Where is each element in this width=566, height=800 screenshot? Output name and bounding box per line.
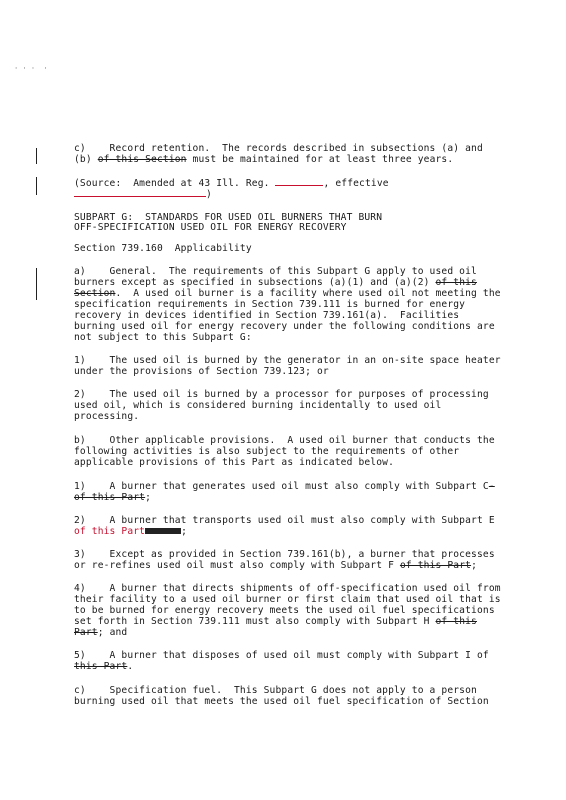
struck-text: of this Section: [97, 154, 187, 165]
section-heading: Section 739.160 Applicability: [74, 243, 252, 254]
blank-field: [74, 188, 206, 197]
revision-bar: [36, 268, 37, 300]
blank-field: [275, 177, 323, 186]
struck-text: this Part: [74, 661, 128, 672]
text-span: ;: [471, 560, 477, 571]
text-span: .: [127, 661, 134, 672]
redaction-blot: [145, 528, 181, 534]
text-span: ): [206, 189, 212, 200]
struck-text: of this Part: [399, 560, 472, 571]
text-line: [74, 616, 477, 627]
subpart-heading: OFF-SPECIFICATION USED OIL FOR ENERGY RECOVERY: [74, 222, 347, 233]
text-line: burning used oil that meets the used oil fuel specification of Section: [74, 696, 489, 707]
scan-speck: ' ' ' ': [14, 66, 48, 74]
text-span: , effective: [323, 178, 389, 189]
struck-text: of this Part: [74, 492, 146, 503]
text-line: under the provisions of Section 739.123; or: [74, 366, 329, 377]
text-span: must be maintained for at least three years.: [186, 154, 454, 165]
source-note: [74, 188, 212, 200]
text-span: . A used oil burner is a facility where used oil not meeting the: [115, 288, 501, 299]
struck-text: Part: [74, 627, 98, 638]
inserted-text: of this Part: [74, 526, 146, 537]
struck-text: Section: [74, 288, 116, 299]
text-line: [74, 154, 453, 165]
text-line: [74, 481, 495, 492]
text-line: following activities is also subject to the requirements of other: [74, 446, 460, 457]
text-line: 2) A burner that transports used oil must also comply with Subpart E: [74, 515, 495, 526]
text-line: their facility to a used oil burner or first claim that used oil that is: [74, 594, 501, 605]
text-line: [74, 288, 501, 299]
text-line: b) Other applicable provisions. A used oil burner that conducts the: [74, 435, 495, 446]
text-line: not subject to this Subpart G:: [74, 332, 252, 343]
text-span: (Source: Amended at 43 Ill. Reg.: [74, 178, 276, 189]
text-line: 1) The used oil is burned by the generator in an on-site space heater: [74, 355, 501, 366]
text-line: c) Specification fuel. This Subpart G does not apply to a person: [74, 685, 477, 696]
text-line: applicable provisions of this Part as indicated below.: [74, 457, 394, 468]
text-line: [74, 526, 187, 537]
struck-text: of this: [435, 616, 477, 627]
text-line: 3) Except as provided in Section 739.161(b), a burner that processes: [74, 549, 495, 560]
text-line: used oil, which is considered burning incidentally to used oil: [74, 400, 442, 411]
struck-text: -: [488, 481, 495, 492]
text-line: [74, 560, 477, 571]
text-line: 5) A burner that disposes of used oil must comply with Subpart I of: [74, 650, 489, 661]
revision-bar: [36, 177, 37, 195]
text-span: ;: [145, 492, 152, 503]
text-line: 2) The used oil is burned by a processor for purposes of processing: [74, 389, 489, 400]
text-line: [74, 627, 127, 638]
revision-bar: [36, 148, 37, 164]
text-span: ;: [181, 526, 188, 537]
text-line: a) General. The requirements of this Subpart G apply to used oil: [74, 266, 477, 277]
text-line: c) Record retention. The records described in subsections (a) and: [74, 143, 483, 154]
text-span: burners except as specified in subsections (a)(1) and (a)(2): [74, 277, 436, 288]
text-line: specification requirements in Section 739.111 is burned for energy: [74, 299, 466, 310]
text-span: ; and: [97, 627, 128, 638]
text-span: or re-refines used oil must also comply with Subpart F: [74, 560, 400, 571]
text-span: set forth in Section 739.111 must also comply with Subpart H: [74, 616, 436, 627]
text-line: burning used oil for energy recovery under the following conditions are: [74, 321, 495, 332]
text-line: [74, 661, 133, 672]
text-line: 4) A burner that directs shipments of off-specification used oil from: [74, 583, 501, 594]
text-line: processing.: [74, 411, 140, 422]
struck-text: of this: [435, 277, 477, 288]
text-line: recovery in devices identified in Section 739.161(a). Facilities: [74, 310, 460, 321]
subpart-heading: SUBPART G: STANDARDS FOR USED OIL BURNERS THAT BURN: [74, 212, 383, 223]
text-line: to be burned for energy recovery meets the used oil fuel specifications: [74, 605, 495, 616]
text-line: [74, 492, 151, 503]
text-span: 1) A burner that generates used oil must also comply with Subpart C: [74, 481, 489, 492]
text-line: [74, 277, 477, 288]
text-span: (b): [74, 154, 98, 165]
